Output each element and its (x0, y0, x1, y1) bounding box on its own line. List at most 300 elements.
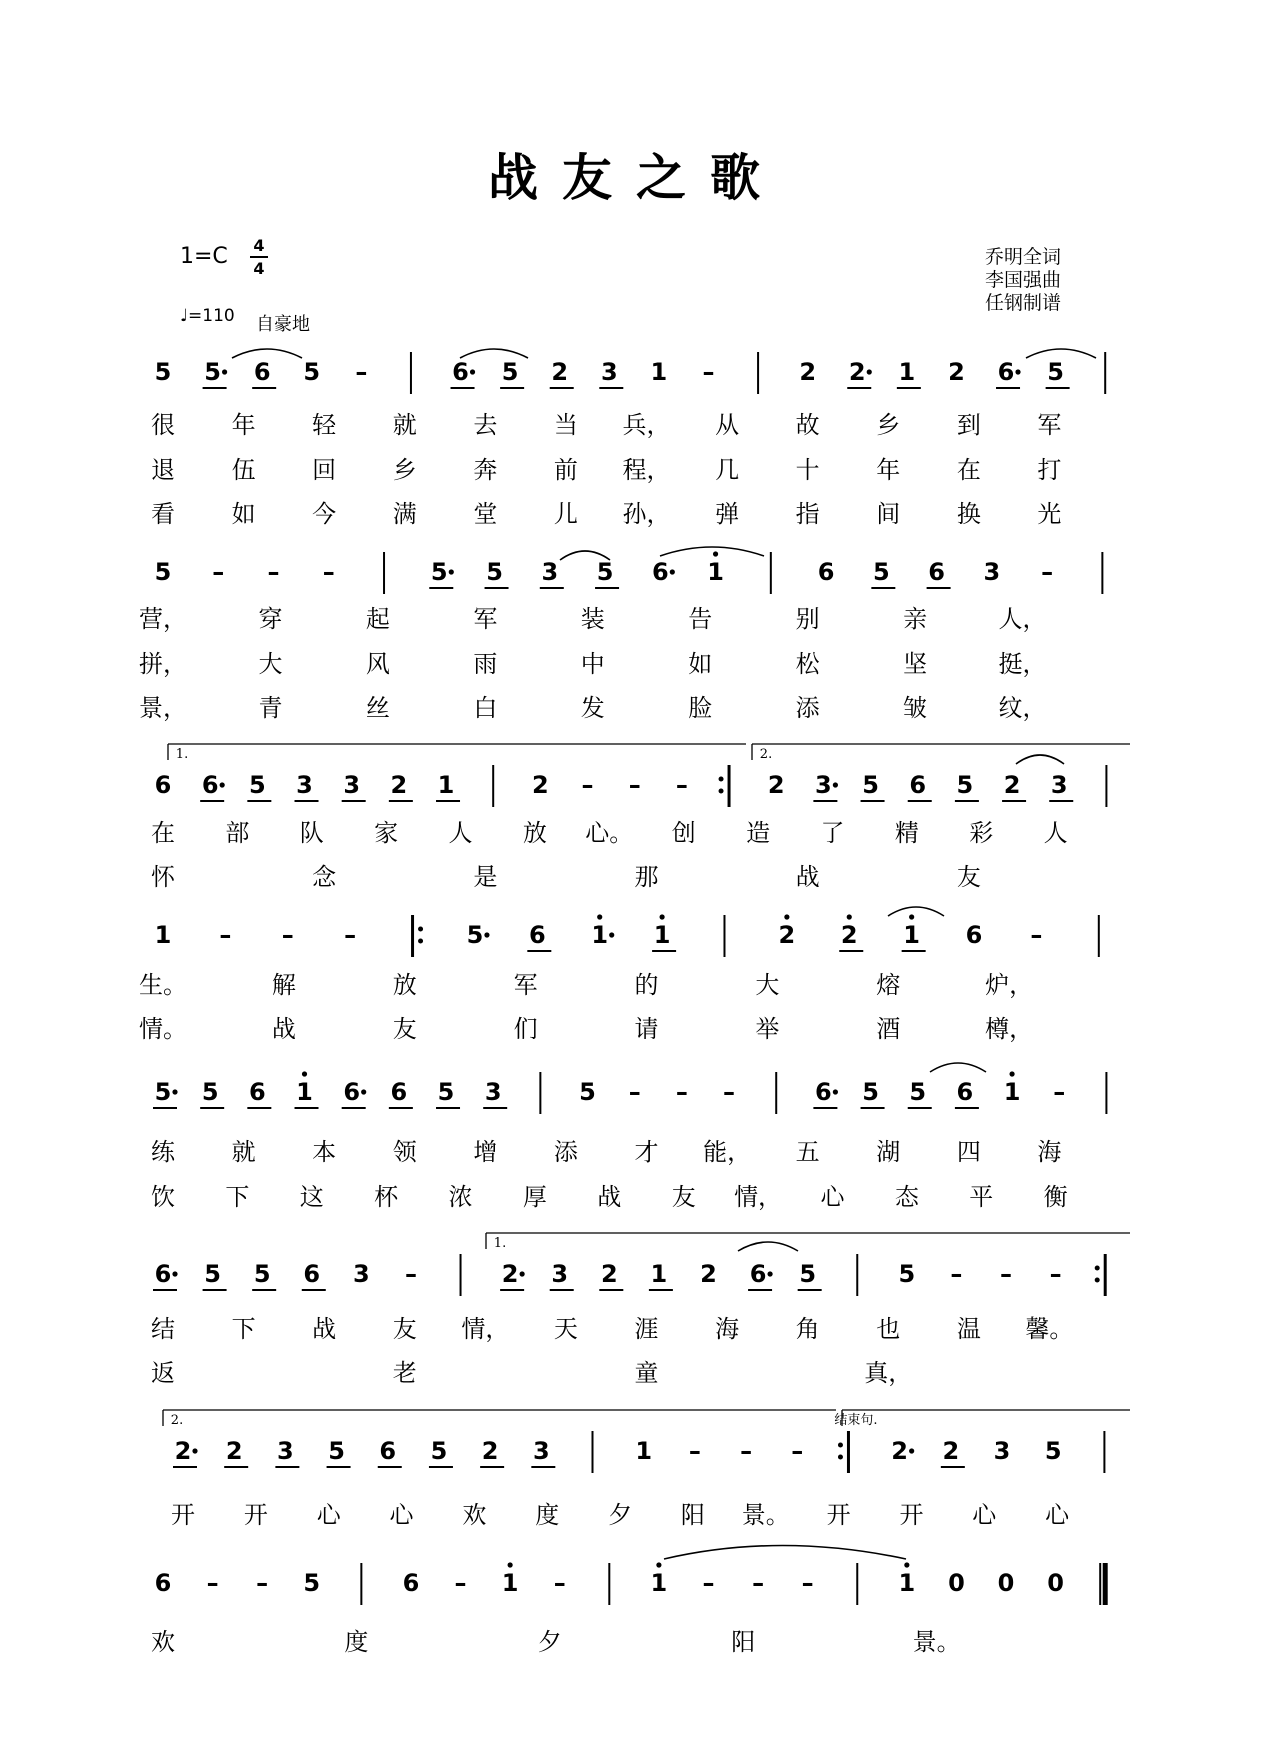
slur (1016, 755, 1064, 764)
lyric-char: 雨 (473, 650, 498, 678)
note: 5 (862, 1078, 879, 1106)
lyric-char: 看 (151, 500, 175, 528)
note: 5 (956, 771, 974, 799)
repeat-dot (418, 939, 423, 944)
repeat-dot (838, 1455, 843, 1460)
note: – (212, 558, 225, 586)
dot-marker (220, 782, 225, 787)
note: 2 (532, 771, 549, 799)
lyric-char: 这 (299, 1183, 324, 1211)
note: 5 (204, 1260, 221, 1288)
note: 3 (532, 1437, 550, 1465)
lyric-char: 十 (795, 456, 820, 484)
lyric-char: 添 (795, 694, 820, 722)
note: – (344, 921, 357, 949)
lyric-char: 彩 (969, 819, 994, 847)
lyric-char: 下 (231, 1315, 256, 1343)
lyric-char: 度 (535, 1501, 560, 1529)
octave-dot (784, 914, 789, 919)
lyric-char: 丝 (365, 694, 390, 722)
note: 6 (303, 1260, 321, 1288)
note: 5 (154, 358, 172, 386)
lyric-char: 才 (634, 1138, 659, 1166)
lyric-char: 欢 (151, 1628, 175, 1656)
lyric-char: 角 (795, 1315, 820, 1343)
note: – (454, 1569, 467, 1597)
note: 5 (596, 558, 614, 586)
note: – (267, 558, 280, 586)
lyric-char: 在 (151, 819, 175, 847)
note: 1 (898, 358, 916, 386)
lyric-char: 心 (820, 1183, 845, 1211)
lyric-char: 军 (1037, 411, 1062, 439)
slur (888, 907, 944, 916)
lyric-char: 轻 (312, 411, 337, 439)
lyric-char: 很 (151, 411, 175, 439)
note: 6 (651, 558, 669, 586)
lyric-char: 战 (597, 1183, 622, 1211)
lyric-char: 举 (755, 1015, 780, 1043)
note: 6 (965, 921, 983, 949)
lyric-char: 大 (755, 971, 780, 999)
octave-dot (302, 1071, 307, 1076)
note: 0 (948, 1569, 965, 1597)
volta-label: 1. (493, 1236, 507, 1251)
note: 5 (579, 1078, 596, 1106)
lyric-char: 松 (795, 650, 820, 678)
note: – (1049, 1260, 1062, 1288)
dot-marker (670, 569, 675, 574)
dot-marker (361, 1089, 366, 1094)
lyric-char: 友 (956, 863, 981, 891)
lyric-char: 们 (513, 1015, 538, 1043)
note: 2 (501, 1260, 519, 1288)
lyric-char: 当 (553, 411, 578, 439)
octave-dot (656, 1562, 661, 1567)
lyric-char: 情， (734, 1183, 783, 1211)
note: – (675, 771, 688, 799)
note: 1 (653, 921, 671, 949)
lyric-char: 指 (795, 500, 820, 528)
note: 5 (909, 1078, 927, 1106)
lyric-char: 脸 (688, 694, 713, 722)
dot-marker (833, 1089, 838, 1094)
lyric-char: 海 (1037, 1138, 1062, 1166)
note: 6 (817, 558, 835, 586)
note: – (723, 1078, 736, 1106)
lyric-char: 程， (622, 456, 671, 484)
note: 5 (328, 1437, 345, 1465)
dot-marker (470, 369, 475, 374)
octave-dot (1009, 1071, 1014, 1076)
time-signature-top: 4 (253, 236, 265, 255)
volta-label: 2. (170, 1413, 184, 1428)
lyric-char: 人 (448, 819, 473, 847)
note: 2 (1003, 771, 1021, 799)
lyric-char: 涯 (634, 1315, 659, 1343)
note: 5 (898, 1260, 916, 1288)
lyric-char: 湖 (876, 1138, 901, 1166)
lyric-char: 白 (473, 694, 498, 722)
lyric-char: 四 (956, 1138, 981, 1166)
note: 1 (898, 1569, 916, 1597)
lyric-char: 景。 (741, 1501, 790, 1529)
key-signature: 1=C (180, 244, 228, 269)
note: 1 (154, 921, 172, 949)
dot-marker (520, 1271, 525, 1276)
lyric-char: 念 (312, 863, 337, 891)
lyric-char: 酒 (876, 1015, 901, 1043)
lyric-char: 阳 (680, 1501, 705, 1529)
lyric-char: 是 (473, 863, 498, 891)
octave-dot (597, 914, 602, 919)
note: 5 (486, 558, 503, 586)
lyric-char: 穿 (258, 605, 283, 633)
lyric-char: 友 (392, 1015, 417, 1043)
lyric-char: 开 (171, 1501, 195, 1529)
note: 5 (1044, 1437, 1062, 1465)
lyric-char: 厚 (522, 1183, 547, 1211)
note: 0 (997, 1569, 1015, 1597)
note: – (581, 771, 594, 799)
note: 2 (551, 358, 569, 386)
lyric-char: 下 (225, 1183, 250, 1211)
lyric-char: 那 (634, 863, 659, 891)
note: 6 (909, 771, 927, 799)
time-signature-bottom: 4 (253, 259, 265, 278)
note: 1 (1003, 1078, 1021, 1106)
lyric-char: 年 (876, 456, 901, 484)
lyric-char: 也 (876, 1315, 901, 1343)
lyric-char: 心 (1045, 1501, 1070, 1529)
note: 3 (815, 771, 832, 799)
lyric-char: 杯 (374, 1183, 399, 1211)
note: 5 (501, 358, 519, 386)
lyric-char: 结 (151, 1315, 175, 1343)
dot-marker (172, 1271, 177, 1276)
note: – (752, 1569, 765, 1597)
octave-dot (713, 551, 718, 556)
lyric-char: 情， (461, 1315, 510, 1343)
note: 5 (1047, 358, 1064, 386)
note: 5 (872, 558, 890, 586)
lyric-char: 欢 (462, 1501, 487, 1529)
tie (664, 1546, 906, 1560)
lyric-char: 真， (864, 1359, 913, 1387)
lyric-char: 五 (795, 1138, 820, 1166)
note: – (553, 1569, 566, 1597)
lyric-char: 景。 (912, 1628, 961, 1656)
volta-label: 结束句. (834, 1413, 878, 1428)
dot-marker (1015, 369, 1020, 374)
note: 2 (600, 1260, 618, 1288)
lyric-char: 解 (271, 971, 296, 999)
lyric-char: 如 (231, 500, 256, 528)
lyric-char: 了 (820, 819, 845, 847)
note: 2 (948, 358, 965, 386)
note: 2 (225, 1437, 243, 1465)
dot-marker (609, 932, 614, 937)
octave-dot (847, 914, 852, 919)
lyric-char: 心 (316, 1501, 341, 1529)
note: – (688, 1437, 701, 1465)
note: – (281, 921, 294, 949)
slur (930, 1063, 986, 1072)
note: 6 (402, 1569, 420, 1597)
lyric-char: 乡 (876, 411, 901, 439)
lyric-char: 夕 (608, 1501, 633, 1529)
lyric-char: 兵， (622, 411, 671, 439)
note: 2 (778, 921, 796, 949)
lyric-char: 伍 (231, 456, 256, 484)
lyric-char: 态 (894, 1183, 919, 1211)
note: – (675, 1078, 688, 1106)
lyric-char: 部 (225, 819, 250, 847)
lyric-char: 友 (671, 1183, 696, 1211)
note: 3 (600, 358, 618, 386)
note: – (322, 558, 335, 586)
lyric-char: 拼， (139, 650, 187, 678)
note: 5 (154, 1078, 172, 1106)
lyricist-credit: 乔明全词 (985, 246, 1062, 268)
lyric-char: 战 (312, 1315, 337, 1343)
volta-label: 2. (759, 747, 773, 762)
lyric-char: 退 (151, 456, 175, 484)
lyric-char: 领 (392, 1138, 417, 1166)
lyric-char: 亲 (903, 605, 928, 633)
lyric-char: 青 (258, 694, 283, 722)
lyric-char: 添 (553, 1138, 578, 1166)
note: 2 (891, 1437, 909, 1465)
note: 1 (650, 1260, 668, 1288)
lyric-char: 衡 (1043, 1183, 1068, 1211)
lyric-char: 孙， (622, 500, 671, 528)
lyric-char: 发 (580, 694, 605, 722)
note: 5 (253, 1260, 271, 1288)
lyric-char: 今 (312, 500, 337, 528)
lyric-char: 放 (522, 819, 547, 847)
note: – (740, 1437, 753, 1465)
lyric-char: 家 (374, 819, 399, 847)
lyric-char: 友 (392, 1315, 417, 1343)
repeat-dot (1095, 1278, 1100, 1283)
note: – (206, 1569, 219, 1597)
song-title: 战友之歌 (488, 148, 784, 207)
lyric-char: 在 (956, 456, 981, 484)
note: – (702, 358, 715, 386)
note: – (219, 921, 232, 949)
note: 5 (466, 921, 484, 949)
lyric-char: 能， (703, 1138, 752, 1166)
octave-dot (909, 914, 914, 919)
lyric-char: 心 (389, 1501, 414, 1529)
lyric-char: 军 (473, 605, 498, 633)
note: 2 (767, 771, 785, 799)
note: 6 (154, 1260, 172, 1288)
lyric-char: 堂 (473, 500, 498, 528)
lyric-char: 开 (243, 1501, 268, 1529)
lyric-char: 几 (715, 456, 740, 484)
lyric-char: 饮 (151, 1183, 175, 1211)
note: 3 (541, 558, 559, 586)
repeat-dot (1095, 1266, 1100, 1271)
repeat-dot (719, 777, 724, 782)
note: 1 (296, 1078, 313, 1106)
lyric-char: 弹 (715, 500, 740, 528)
lyric-char: 练 (151, 1138, 175, 1166)
dot-marker (192, 1448, 197, 1453)
lyric-char: 馨。 (1025, 1315, 1074, 1343)
repeat-dot (719, 789, 724, 794)
lyric-char: 放 (392, 971, 417, 999)
note: 2 (174, 1437, 192, 1465)
lyric-char: 起 (365, 605, 390, 633)
lyric-char: 皱 (903, 694, 928, 722)
note: 1 (650, 358, 668, 386)
lyric-char: 人 (1043, 819, 1068, 847)
note: 6 (528, 921, 546, 949)
lyric-char: 回 (312, 456, 337, 484)
note: 6 (749, 1260, 767, 1288)
lyric-char: 年 (231, 411, 256, 439)
lyric-char: 开 (899, 1501, 924, 1529)
lyric-char: 风 (365, 650, 390, 678)
note: 5 (201, 1078, 219, 1106)
note: – (628, 771, 641, 799)
lyric-char: 怀 (151, 863, 175, 891)
dot-marker (909, 1448, 914, 1453)
lyric-char: 精 (894, 819, 919, 847)
lyric-char: 奔 (473, 456, 498, 484)
note: 1 (650, 1569, 668, 1597)
note: 6 (956, 1078, 974, 1106)
lyric-char: 到 (956, 411, 981, 439)
dot-marker (222, 369, 227, 374)
lyric-char: 队 (299, 819, 324, 847)
note: 2 (942, 1437, 960, 1465)
note: 6 (452, 358, 469, 386)
dot-marker (833, 782, 838, 787)
note: 2 (390, 771, 408, 799)
lyric-char: 乡 (392, 456, 417, 484)
lyric-char: 开 (826, 1501, 851, 1529)
dot-marker (172, 1089, 177, 1094)
note: 2 (700, 1260, 717, 1288)
slur (460, 349, 528, 358)
note: 1 (707, 558, 724, 586)
lyric-char: 间 (876, 500, 901, 528)
lyric-char: 打 (1037, 456, 1062, 484)
lyric-char: 中 (580, 650, 605, 678)
note: 6 (253, 358, 271, 386)
note: 0 (1047, 1569, 1064, 1597)
note: 3 (296, 771, 313, 799)
note: 2 (840, 921, 858, 949)
note: 3 (484, 1078, 502, 1106)
note: 5 (303, 358, 321, 386)
note: – (801, 1569, 814, 1597)
lyric-char: 战 (795, 863, 820, 891)
note: 6 (248, 1078, 266, 1106)
lyric-char: 战 (271, 1015, 296, 1043)
lyric-char: 纹， (998, 694, 1047, 722)
note: 5 (248, 771, 266, 799)
transcriber-credit: 任钢制谱 (985, 292, 1062, 314)
note: 5 (204, 358, 221, 386)
lyric-char: 装 (580, 605, 605, 633)
lyric-char: 老 (392, 1359, 417, 1387)
dot-marker (767, 1271, 772, 1276)
lyric-char: 营， (139, 605, 187, 633)
note: 5 (862, 771, 879, 799)
note: – (1030, 921, 1043, 949)
note: 1 (635, 1437, 653, 1465)
lyric-char: 景， (139, 694, 187, 722)
lyric-char: 平 (969, 1183, 994, 1211)
note: 5 (799, 1260, 817, 1288)
lyric-char: 返 (151, 1359, 175, 1387)
slur (660, 547, 764, 556)
lyric-char: 满 (392, 500, 417, 528)
lyric-char: 阳 (731, 1628, 756, 1656)
repeat-dot (418, 927, 423, 932)
note: 6 (201, 771, 219, 799)
note: 6 (390, 1078, 408, 1106)
volta-label: 1. (175, 747, 189, 762)
lyric-char: 心 (972, 1501, 997, 1529)
lyric-char: 告 (688, 605, 713, 633)
lyric-char: 从 (715, 411, 740, 439)
note: 1 (501, 1569, 519, 1597)
lyric-char: 就 (231, 1138, 256, 1166)
lyric-char: 浓 (448, 1183, 473, 1211)
note: 3 (1050, 771, 1068, 799)
lyric-char: 创 (671, 819, 696, 847)
lyric-char: 樽， (985, 1015, 1034, 1043)
repeat-dot (838, 1443, 843, 1448)
slur (1026, 349, 1096, 358)
note: – (404, 1260, 417, 1288)
lyric-char: 夕 (537, 1628, 562, 1656)
lyric-char: 度 (344, 1628, 369, 1656)
composer-credit: 李国强曲 (985, 269, 1062, 291)
note: 5 (303, 1569, 321, 1597)
note: 3 (353, 1260, 370, 1288)
note: 3 (551, 1260, 569, 1288)
note: – (256, 1569, 269, 1597)
octave-dot (904, 1562, 909, 1567)
lyric-char: 儿 (553, 500, 578, 528)
lyric-char: 造 (746, 819, 771, 847)
note: 6 (154, 771, 172, 799)
lyric-char: 大 (258, 650, 283, 678)
slur (232, 349, 302, 358)
lyric-char: 军 (513, 971, 538, 999)
lyric-char: 海 (715, 1315, 740, 1343)
note: 3 (993, 1437, 1011, 1465)
lyric-char: 心。 (585, 819, 634, 847)
note: 6 (343, 1078, 361, 1106)
lyric-char: 前 (553, 456, 578, 484)
lyric-char: 如 (688, 650, 713, 678)
octave-dot (508, 1562, 513, 1567)
note: 6 (997, 358, 1015, 386)
note: – (1041, 558, 1054, 586)
note: 5 (430, 1437, 448, 1465)
note: – (628, 1078, 641, 1106)
note: – (1000, 1260, 1013, 1288)
dot-marker (867, 369, 872, 374)
